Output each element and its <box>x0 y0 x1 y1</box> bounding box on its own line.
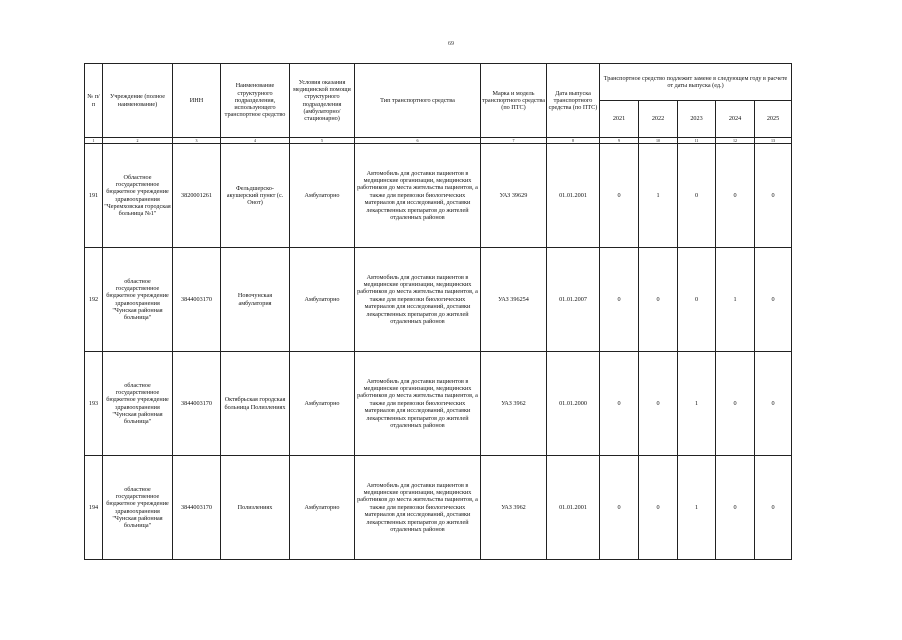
vehicle-type-cell: Автомобиль для доставки пациентов в медицинские организации, медицинских работников до места жительства пациентов, а также для перевозки биологических материалов для исследований, доставки лекарственных препаратов до жителей отдаленных районов <box>355 248 481 352</box>
institution-cell: областное государственное бюджетное учреждение здравоохранения "Чунская районная больница" <box>103 352 173 456</box>
column-number: 6 <box>355 138 481 144</box>
year-value-cell: 0 <box>639 248 678 352</box>
row-number: 193 <box>85 352 103 456</box>
table-row <box>85 456 792 560</box>
header-institution: Учреждение (полное наименование) <box>103 64 173 138</box>
year-value-cell: 1 <box>678 352 716 456</box>
column-number: 3 <box>173 138 221 144</box>
year-value-cell: 0 <box>716 352 755 456</box>
header-year: 2025 <box>755 101 792 138</box>
year-value-cell: 0 <box>755 352 792 456</box>
model-cell: УАЗ 3962 <box>481 456 547 560</box>
release-date-cell: 01.01.2001 <box>547 144 600 248</box>
vehicle-type-cell: Автомобиль для доставки пациентов в медицинские организации, медицинских работников до места жительства пациентов, а также для перевозки биологических материалов для исследований, доставки лекарственных препаратов до жителей отдаленных районов <box>355 352 481 456</box>
column-number: 13 <box>755 138 792 144</box>
year-value-cell: 0 <box>600 456 639 560</box>
model-cell: УАЗ 3962 <box>481 352 547 456</box>
column-number: 7 <box>481 138 547 144</box>
inn-cell: 3820001261 <box>173 144 221 248</box>
release-date-cell: 01.01.2000 <box>547 352 600 456</box>
conditions-cell: Амбулаторно <box>290 352 355 456</box>
year-value-cell: 0 <box>639 352 678 456</box>
header-year: 2021 <box>600 101 639 138</box>
model-cell: УАЗ 39629 <box>481 144 547 248</box>
year-value-cell: 1 <box>678 456 716 560</box>
header-year: 2022 <box>639 101 678 138</box>
inn-cell: 3844003170 <box>173 352 221 456</box>
vehicle-replacement-table <box>84 63 792 560</box>
year-value-cell: 0 <box>716 456 755 560</box>
column-number: 9 <box>600 138 639 144</box>
table-row <box>85 248 792 352</box>
institution-cell: областное государственное бюджетное учреждение здравоохранения "Чунская районная больница" <box>103 248 173 352</box>
institution-cell: Областное государственное бюджетное учреждение здравоохранения "Черемховская городская больница №1" <box>103 144 173 248</box>
header-release-date: Дата выпуска транспортного средства (по ПТС) <box>547 64 600 138</box>
release-date-cell: 01.01.2001 <box>547 456 600 560</box>
header-vehicle-type: Тип транспортного средства <box>355 64 481 138</box>
year-value-cell: 1 <box>639 144 678 248</box>
column-number: 10 <box>639 138 678 144</box>
vehicle-type-cell: Автомобиль для доставки пациентов в медицинские организации, медицинских работников до места жительства пациентов, а также для перевозки биологических материалов для исследований, доставки лекарственных препаратов до жителей отдаленных районов <box>355 456 481 560</box>
header-conditions: Условия оказания медицинской помощи структурного подразделения (амбулаторно/ стационарно) <box>290 64 355 138</box>
year-value-cell: 0 <box>716 144 755 248</box>
conditions-cell: Амбулаторно <box>290 144 355 248</box>
column-number: 11 <box>678 138 716 144</box>
header-unit: Наименование структурного подразделения, использующего транспортное средство <box>221 64 290 138</box>
unit-cell: Полизлениях <box>221 456 290 560</box>
row-number: 191 <box>85 144 103 248</box>
institution-cell: областное государственное бюджетное учреждение здравоохранения "Чунская районная больница" <box>103 456 173 560</box>
year-value-cell: 0 <box>600 248 639 352</box>
table-row <box>85 352 792 456</box>
header-replacement: Транспортное средство подлежит замене в следующем году в расчете от даты выпуска (ед.) <box>600 64 792 101</box>
year-value-cell: 0 <box>600 352 639 456</box>
year-value-cell: 0 <box>755 456 792 560</box>
unit-cell: Новочунская амбулатория <box>221 248 290 352</box>
year-value-cell: 0 <box>678 144 716 248</box>
page-number: 69 <box>448 41 454 47</box>
year-value-cell: 0 <box>755 248 792 352</box>
unit-cell: Октябрьская городская больница Полизлениях <box>221 352 290 456</box>
vehicle-type-cell: Автомобиль для доставки пациентов в медицинские организации, медицинских работников до места жительства пациентов, а также для перевозки биологических материалов для исследований, доставки лекарственных препаратов до жителей отдаленных районов <box>355 144 481 248</box>
column-number: 2 <box>103 138 173 144</box>
release-date-cell: 01.01.2007 <box>547 248 600 352</box>
row-number: 192 <box>85 248 103 352</box>
header-year: 2024 <box>716 101 755 138</box>
header-model: Марка и модель транспортного средства (по ПТС) <box>481 64 547 138</box>
unit-cell: Фельдшерско-акушерский пункт (с. Онот) <box>221 144 290 248</box>
header-year: 2023 <box>678 101 716 138</box>
year-value-cell: 0 <box>600 144 639 248</box>
column-number: 4 <box>221 138 290 144</box>
inn-cell: 3844003170 <box>173 248 221 352</box>
column-number: 12 <box>716 138 755 144</box>
column-number: 8 <box>547 138 600 144</box>
year-value-cell: 0 <box>639 456 678 560</box>
header-inn: ИНН <box>173 64 221 138</box>
year-value-cell: 0 <box>678 248 716 352</box>
column-number: 1 <box>85 138 103 144</box>
conditions-cell: Амбулаторно <box>290 248 355 352</box>
row-number: 194 <box>85 456 103 560</box>
model-cell: УАЗ 396254 <box>481 248 547 352</box>
table-row <box>85 144 792 248</box>
year-value-cell: 1 <box>716 248 755 352</box>
inn-cell: 3844003170 <box>173 456 221 560</box>
conditions-cell: Амбулаторно <box>290 456 355 560</box>
column-number: 5 <box>290 138 355 144</box>
year-value-cell: 0 <box>755 144 792 248</box>
header-number: № п/п <box>85 64 103 138</box>
